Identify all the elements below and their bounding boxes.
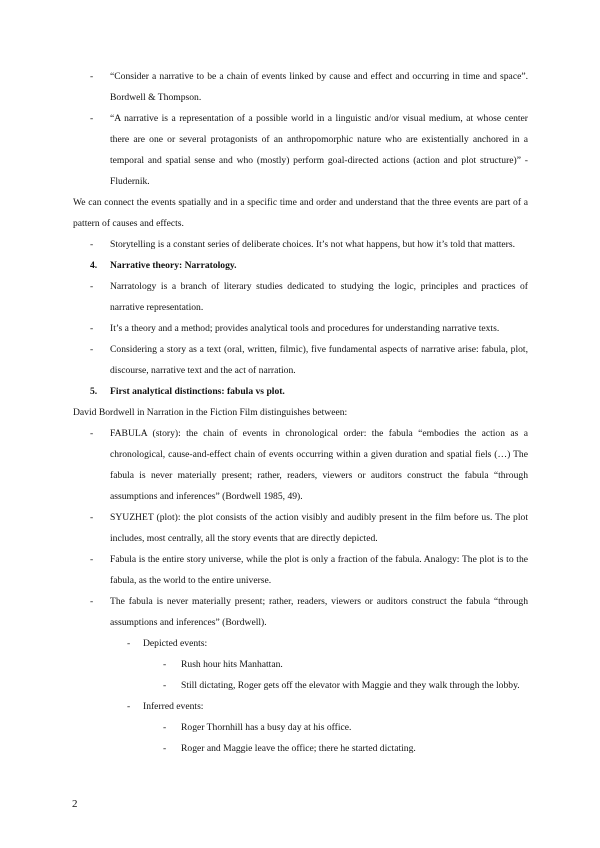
dash-marker: -: [90, 596, 94, 607]
sub-sub-bullet-item: [73, 675, 528, 696]
bullet-text: Storytelling is a constant series of deliberate choices. It’s not what happens, but how it’s told that matters.: [110, 239, 515, 250]
bullet-item: [73, 108, 528, 192]
sub-sub-bullet-text: Still dictating, Roger gets off the elevator with Maggie and they walk through the lobby.: [181, 680, 520, 691]
sub-bullet-text: Inferred events:: [143, 701, 204, 712]
bullet-text: It’s a theory and a method; provides analytical tools and procedures for understanding narrative texts.: [110, 323, 500, 334]
bullet-text: Considering a story as a text (oral, written, filmic), five fundamental aspects of narrative arise: fabula, plot, discourse, narrative text and the act of narration.: [110, 344, 528, 376]
sub-sub-bullet-item: [73, 717, 528, 738]
dash-marker: -: [127, 638, 131, 649]
dash-marker: -: [90, 281, 94, 292]
dash-marker: -: [90, 344, 94, 355]
bullet-item: [73, 234, 528, 255]
sub-sub-bullet-item: [73, 738, 528, 759]
bullet-item: [73, 318, 528, 339]
dash-marker: -: [90, 512, 94, 523]
sub-bullet-text: Depicted events:: [143, 638, 208, 649]
dash-marker: -: [90, 554, 94, 565]
dash-marker: -: [163, 659, 167, 670]
dash-marker: -: [163, 722, 167, 733]
section-number: 5.: [90, 386, 98, 397]
bullet-item: [73, 549, 528, 591]
page-number: 2: [72, 798, 78, 810]
dash-marker: -: [163, 743, 167, 754]
dash-marker: -: [90, 71, 94, 82]
paragraph: We can connect the events spatially and in a specific time and order and understand that the three events are part of a pattern of causes and effects.: [73, 197, 528, 229]
bullet-text: FABULA (story): the chain of events in chronological order: the fabula “embodies the action as a chronological, cause-and-effect chain of events occurring within a given duration and spatial fiels (…) The fabula is never materially present; rather, readers, viewers or auditors construct the fabula “through assumptions and inferences” (Bordwell 1985, 49).: [110, 428, 528, 502]
section-title: First analytical distinctions: fabula vs plot.: [110, 386, 285, 397]
sub-bullet-item: [73, 633, 528, 654]
bullet-item: [73, 507, 528, 549]
bullet-text: SYUZHET (plot): the plot consists of the action visibly and audibly present in the film before us. The plot includes, most centrally, all the story events that are directly depicted.: [110, 512, 528, 544]
dash-marker: -: [127, 701, 131, 712]
bullet-text: “A narrative is a representation of a possible world in a linguistic and/or visual medium, at whose center there are one or several protagonists of an anthropomorphic nature who are existentially anchored in a temporal and spatial sense and who (mostly) perform goal-directed actions (action and plot structure)” - Fludernik.: [110, 113, 528, 187]
bullet-text: Fabula is the entire story universe, while the plot is only a fraction of the fabula. Analogy: The plot is to the fabula, as the world to the entire universe.: [110, 554, 528, 586]
dash-marker: -: [163, 680, 167, 691]
bullet-item: [73, 591, 528, 633]
bullet-item: [73, 276, 528, 318]
paragraph: David Bordwell in Narration in the Fiction Film distinguishes between:: [73, 407, 348, 418]
section-number: 4.: [90, 260, 98, 271]
sub-bullet-item: [73, 696, 528, 717]
bullet-item: [73, 66, 528, 108]
bullet-item: [73, 339, 528, 381]
sub-sub-bullet-text: Rush hour hits Manhattan.: [181, 659, 283, 670]
sub-sub-bullet-item: [73, 654, 528, 675]
dash-marker: -: [90, 239, 94, 250]
section-heading: [73, 255, 528, 276]
sub-sub-bullet-text: Roger Thornhill has a busy day at his office.: [181, 722, 352, 733]
dash-marker: -: [90, 428, 94, 439]
bullet-text: The fabula is never materially present; rather, readers, viewers or auditors construct the fabula “through assumptions and inferences” (Bordwell).: [110, 596, 528, 628]
sub-sub-bullet-text: Roger and Maggie leave the office; there he started dictating.: [181, 743, 416, 754]
bullet-item: [73, 423, 528, 507]
dash-marker: -: [90, 323, 94, 334]
dash-marker: -: [90, 113, 94, 124]
page-content: [73, 66, 528, 759]
section-heading: [73, 381, 528, 402]
section-title: Narrative theory: Narratology.: [110, 260, 237, 271]
bullet-text: “Consider a narrative to be a chain of events linked by cause and effect and occurring in time and space”. Bordwell & Thompson.: [110, 71, 528, 103]
bullet-text: Narratology is a branch of literary studies dedicated to studying the logic, principles and practices of narrative representation.: [110, 281, 528, 313]
